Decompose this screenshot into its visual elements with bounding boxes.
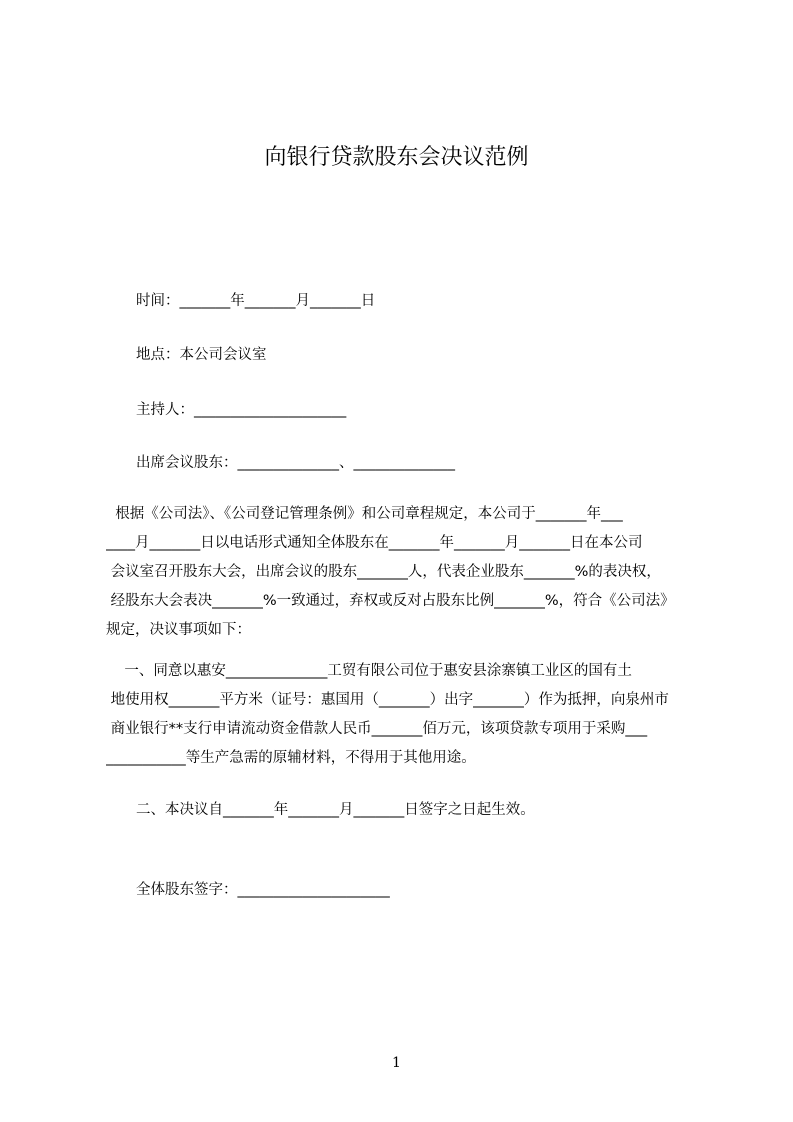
signature-field: 全体股东签字：_____________________ bbox=[136, 882, 390, 898]
paragraph-line: 会议室召开股东大会，出席会议的股东_______人，代表企业股东_______%的表决权， bbox=[106, 564, 661, 580]
paragraph-line: 一、同意以惠安______________工贸有限公司位于惠安县涂寨镇工业区的国有土 bbox=[106, 663, 632, 679]
paragraph-line: ____月_______日以电话形式通知全体股东在_______年_______月_______日在本公司 bbox=[106, 535, 643, 551]
resolution-item-2: 二、本决议自_______年_______月_______日签字之日起生效。 bbox=[136, 802, 535, 818]
attendees-field: 出席会议股东：______________、______________ bbox=[136, 455, 455, 471]
paragraph-line: 地使用权_______平方米（证号：惠国用（_______）出字_______）作为抵押，向泉州市 bbox=[106, 692, 669, 708]
resolution-intro-paragraph bbox=[106, 500, 701, 645]
host-field: 主持人：_____________________ bbox=[136, 402, 347, 418]
time-field: 时间：_______年_______月_______日 bbox=[136, 293, 376, 309]
location-field: 地点：本公司会议室 bbox=[136, 347, 267, 363]
paragraph-line: 根据《公司法》、《公司登记管理条例》和公司章程规定，本公司于_______年___ bbox=[106, 506, 623, 522]
document-title: 向银行贷款股东会决议范例 bbox=[264, 145, 529, 170]
paragraph-line: 商业银行**支行申请流动资金借款人民币_______佰万元，该项贷款专项用于采购___ bbox=[106, 721, 648, 737]
paragraph-line: ___________等生产急需的原辅材料，不得用于其他用途。 bbox=[106, 750, 476, 766]
paragraph-line: 经股东大会表决_______%一致通过，弃权或反对占股东比例_______%，符合《公司法》 bbox=[106, 593, 675, 609]
resolution-item-1 bbox=[106, 657, 701, 773]
page-number: 1 bbox=[392, 1055, 401, 1071]
paragraph-line: 规定，决议事项如下： bbox=[106, 622, 251, 638]
